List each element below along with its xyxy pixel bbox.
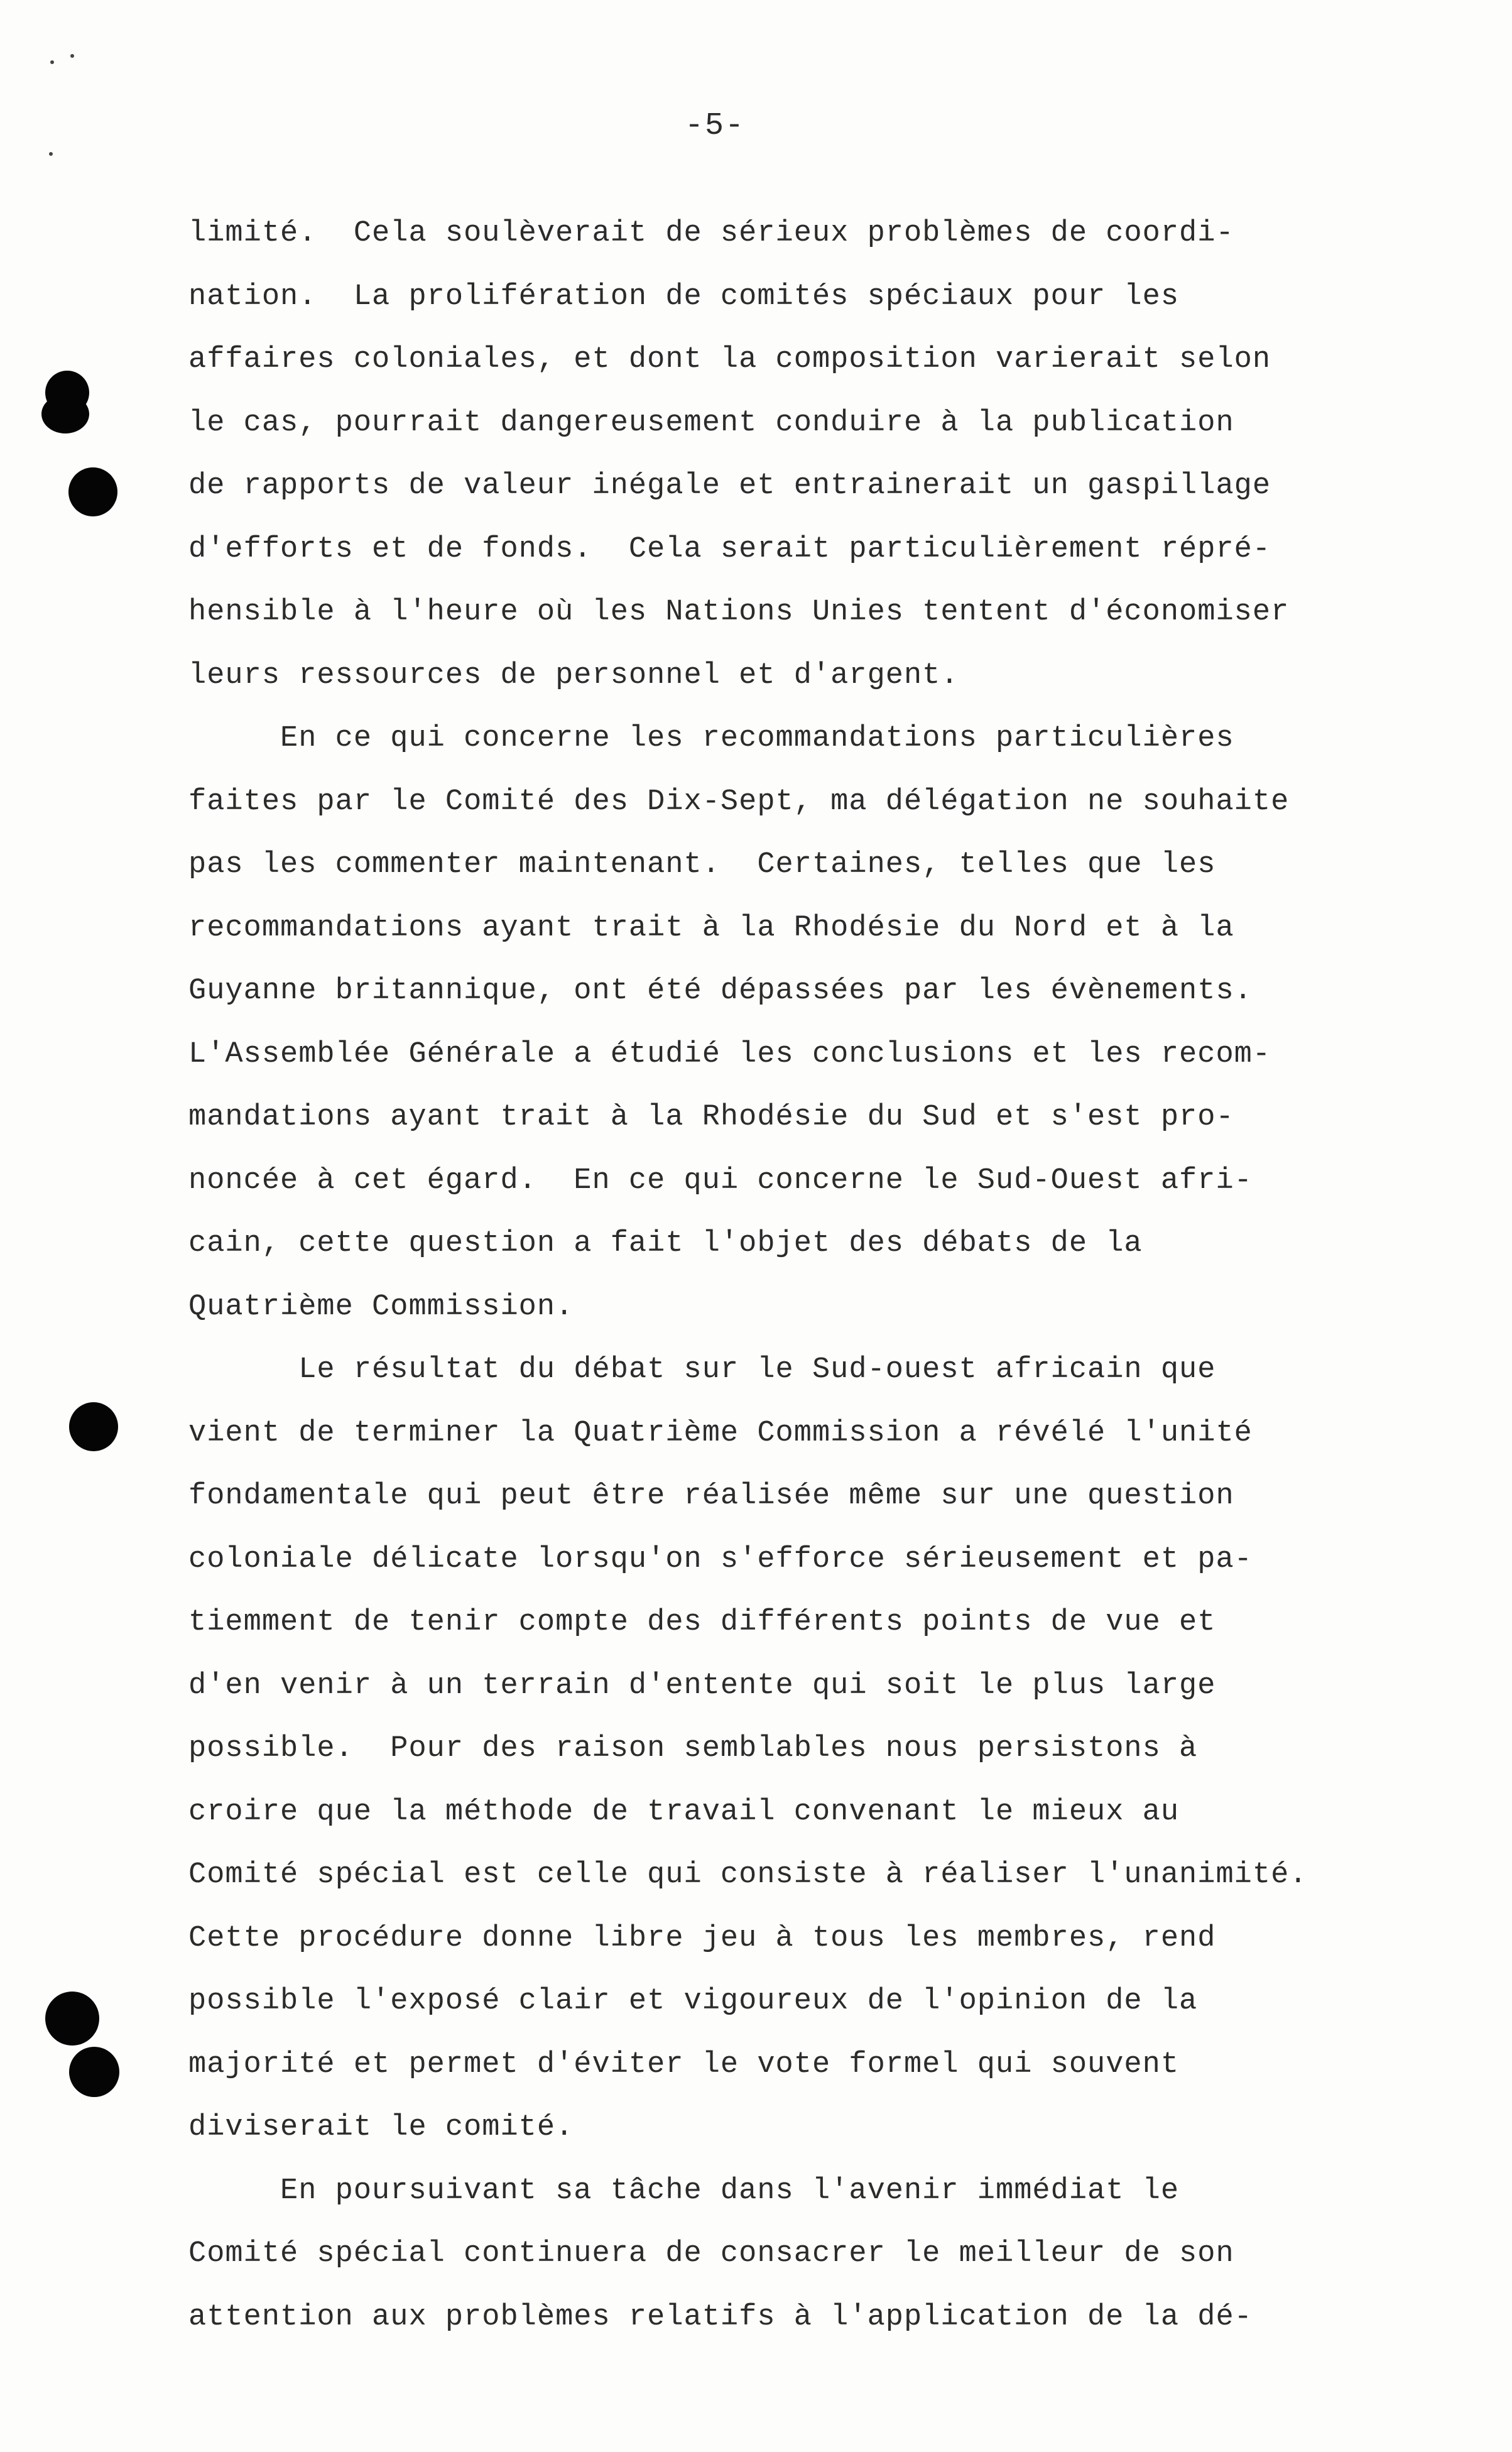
text-line: vient de terminer la Quatrième Commission a révélé l'unité: [188, 1416, 1253, 1450]
text-line: fondamentale qui peut être réalisée même sur une question: [188, 1479, 1234, 1513]
body-text: [188, 202, 1382, 2349]
text-line: mandations ayant trait à la Rhodésie du Sud et s'est pro-: [188, 1101, 1234, 1134]
text-line: d'efforts et de fonds. Cela serait particulièrement répré-: [188, 532, 1271, 566]
text-line: L'Assemblée Générale a étudié les conclusions et les recom-: [188, 1037, 1271, 1071]
text-line: En poursuivant sa tâche dans l'avenir immédiat le: [188, 2174, 1180, 2208]
text-line: pas les commenter maintenant. Certaines, telles que les: [188, 848, 1216, 881]
text-line: noncée à cet égard. En ce qui concerne le Sud-Ouest afri-: [188, 1163, 1253, 1197]
text-line: majorité et permet d'éviter le vote formel qui souvent: [188, 2047, 1180, 2081]
text-line: affaires coloniales, et dont la composition varierait selon: [188, 343, 1271, 376]
text-line: En ce qui concerne les recommandations particulières: [188, 722, 1234, 755]
punch-hole: [68, 467, 117, 516]
text-line: Cette procédure donne libre jeu à tous les membres, rend: [188, 1921, 1216, 1955]
text-line: hensible à l'heure où les Nations Unies tentent d'économiser: [188, 596, 1290, 629]
text-line: croire que la méthode de travail convenant le mieux au: [188, 1795, 1180, 1829]
text-line: d'en venir à un terrain d'entente qui soit le plus large: [188, 1669, 1216, 1703]
text-line: nation. La prolifération de comités spéciaux pour les: [188, 280, 1180, 313]
punch-hole: [69, 2047, 119, 2097]
text-line: possible l'exposé clair et vigoureux de l'opinion de la: [188, 1985, 1198, 2018]
page-number: -5-: [685, 108, 746, 144]
text-line: cain, cette question a fait l'objet des débats de la: [188, 1227, 1143, 1260]
punch-hole: [69, 1402, 118, 1451]
text-line: coloniale délicate lorsqu'on s'efforce sérieusement et pa-: [188, 1542, 1253, 1576]
punch-hole: [45, 1992, 99, 2046]
text-line: Le résultat du débat sur le Sud-ouest africain que: [188, 1353, 1216, 1387]
text-line: Guyanne britannique, ont été dépassées par les évènements.: [188, 974, 1253, 1008]
scan-speck: [50, 60, 54, 64]
text-line: Quatrième Commission.: [188, 1290, 574, 1324]
text-line: faites par le Comité des Dix-Sept, ma délégation ne souhaite: [188, 785, 1290, 819]
text-line: le cas, pourrait dangereusement conduire à la publication: [188, 406, 1234, 440]
punch-hole: [41, 395, 89, 433]
scan-speck: [49, 152, 53, 156]
scan-speck: [70, 54, 74, 58]
text-line: limité. Cela soulèverait de sérieux problèmes de coordi-: [188, 217, 1234, 250]
text-line: Comité spécial continuera de consacrer le meilleur de son: [188, 2237, 1234, 2270]
text-line: possible. Pour des raison semblables nous persistons à: [188, 1732, 1198, 1765]
text-line: diviserait le comité.: [188, 2111, 574, 2144]
text-line: tiemment de tenir compte des différents points de vue et: [188, 1606, 1216, 1639]
text-line: recommandations ayant trait à la Rhodésie du Nord et à la: [188, 911, 1234, 945]
text-line: de rapports de valeur inégale et entrainerait un gaspillage: [188, 469, 1271, 503]
text-line: Comité spécial est celle qui consiste à réaliser l'unanimité.: [188, 1858, 1308, 1892]
text-line: leurs ressources de personnel et d'argent.: [188, 658, 959, 692]
text-line: attention aux problèmes relatifs à l'application de la dé-: [188, 2300, 1253, 2334]
